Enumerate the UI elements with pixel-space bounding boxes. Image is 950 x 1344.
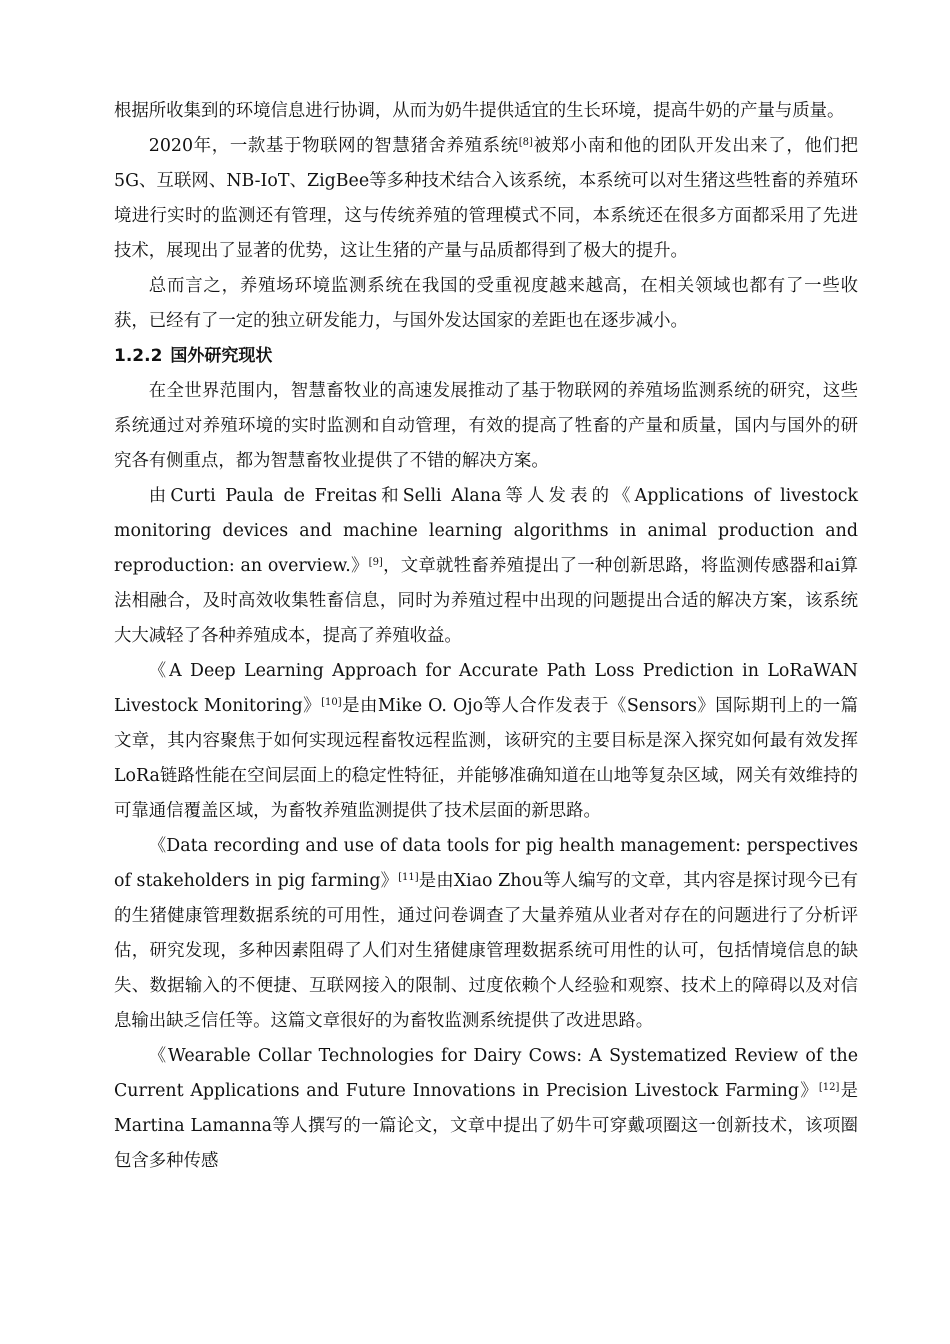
citation-11: [11] xyxy=(398,872,419,883)
paragraph-7 xyxy=(114,829,858,1039)
section-title: 国外研究现状 xyxy=(170,346,273,366)
paragraph-4-text: 在全世界范围内，智慧畜牧业的高速发展推动了基于物联网的养殖场监测系统的研究，这些系统通过对养殖环境的实时监测和自动管理，有效的提高了牲畜的产量和质量，国内与国外的研究各有侧重点，都为智慧畜牧业提供了不错的解决方案。 xyxy=(114,381,858,471)
paragraph-5-text-before: 由Curti Paula de Freitas和Selli Alana等人发表的《Applications of livestock monitoring devices and machine learning algorithms in animal production and reproduction: an overview.》 xyxy=(114,486,858,576)
citation-9: [9] xyxy=(368,557,383,568)
section-heading xyxy=(114,339,858,374)
document-body xyxy=(114,94,858,1179)
citation-12: [12] xyxy=(818,1082,840,1093)
paragraph-6-text-before: 《A Deep Learning Approach for Accurate Path Loss Prediction in LoRaWAN Livestock Monitoring》 xyxy=(114,661,858,716)
paragraph-1 xyxy=(114,94,858,129)
paragraph-2-text-before: 2020年，一款基于物联网的智慧猪舍养殖系统 xyxy=(148,136,519,156)
paragraph-8 xyxy=(114,1039,858,1179)
citation-8: [8] xyxy=(518,137,533,148)
paragraph-7-text-after: 是由Xiao Zhou等人编写的文章，其内容是探讨现今已有的生猪健康管理数据系统的可用性，通过问卷调查了大量养殖从业者对存在的问题进行了分析评估，研究发现，多种因素阻碍了人们对生猪健康管理数据系统可用性的认可，包括情境信息的缺失、数据输入的不便捷、互联网接入的限制、过度依赖个人经验和观察、技术上的障碍以及对信息输出缺乏信任等。这篇文章很好的为畜牧监测系统提供了改进思路。 xyxy=(114,871,858,1031)
paragraph-2-text-after: 被郑小南和他的团队开发出来了，他们把5G、互联网、NB-IoT、ZigBee等多种技术结合入该系统，本系统可以对生猪这些牲畜的养殖环境进行实时的监测还有管理，这与传统养殖的管理模式不同，本系统还在很多方面都采用了先进技术，展现出了显著的优势，这让生猪的产量与品质都得到了极大的提升。 xyxy=(114,136,858,261)
paragraph-7-text-before: 《Data recording and use of data tools for pig health management: perspectives of stakeholders in pig farming》 xyxy=(114,836,858,891)
paragraph-8-text-after: 是Martina Lamanna等人撰写的一篇论文，文章中提出了奶牛可穿戴项圈这一创新技术，该项圈包含多种传感 xyxy=(114,1081,858,1171)
paragraph-3-text: 总而言之，养殖场环境监测系统在我国的受重视度越来越高，在相关领域也都有了一些收获，已经有了一定的独立研发能力，与国外发达国家的差距也在逐步减小。 xyxy=(114,276,858,331)
paragraph-1-text: 根据所收集到的环境信息进行协调，从而为奶牛提供适宜的生长环境，提高牛奶的产量与质量。 xyxy=(114,101,845,121)
paragraph-8-text-before: 《Wearable Collar Technologies for Dairy Cows: A Systematized Review of the Current Applications and Future Innovations in Precision Livestock Farming》 xyxy=(114,1046,858,1101)
paragraph-5 xyxy=(114,479,858,654)
paragraph-4 xyxy=(114,374,858,479)
paragraph-5-text-after: ，文章就牲畜养殖提出了一种创新思路，将监测传感器和ai算法相融合，及时高效收集牲畜信息，同时为养殖过程中出现的问题提出合适的解决方案，该系统大大减轻了各种养殖成本，提高了养殖收益。 xyxy=(114,556,858,646)
paragraph-2 xyxy=(114,129,858,269)
citation-10: [10] xyxy=(321,697,342,708)
paragraph-3 xyxy=(114,269,858,339)
paragraph-6-text-after: 是由Mike O. Ojo等人合作发表于《Sensors》国际期刊上的一篇文章，其内容聚焦于如何实现远程畜牧远程监测，该研究的主要目标是深入探究如何最有效发挥LoRa链路性能在空间层面上的稳定性特征，并能够准确知道在山地等复杂区域，网关有效维持的可靠通信覆盖区域，为畜牧养殖监测提供了技术层面的新思路。 xyxy=(114,696,858,821)
section-number: 1.2.2 xyxy=(114,346,163,366)
paragraph-6 xyxy=(114,654,858,829)
